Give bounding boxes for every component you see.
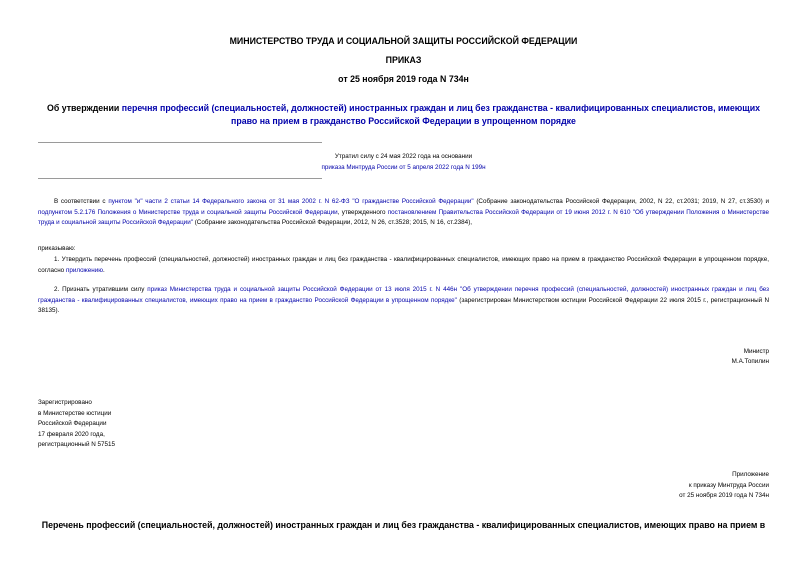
order-word: приказываю: [38,245,76,252]
status-text: Утратил силу с 24 мая 2022 года на основании [334,153,473,160]
list-title: Перечень профессий (специальностей, должностей) иностранных граждан и лиц без гражданства - квалифицированных специалистов, имеющих право на прием в [41,520,766,530]
registration-line-5: регистрационный N 57515 [38,441,116,449]
preamble-paragraph [38,197,769,229]
appendix-link[interactable]: приложению [65,266,103,274]
preamble-text-4: (Собрание законодательства Российской Федерации, 2012, N 26, ст.3528; 2015, N 16, ст.2384), [192,219,473,227]
doc-date-number: от 25 ноября 2019 года N 734н [338,74,469,84]
order-item-1 [38,255,769,276]
law-62fz-link[interactable]: пунктом "и" части 2 статьи 14 Федерального закона от 31 мая 2002 г. N 62-ФЗ "О гражданстве Российской Федерации" [108,198,474,205]
registration-line-3: Российской Федерации [38,420,107,428]
ministry-heading: МИНИСТЕРСТВО ТРУДА И СОЦИАЛЬНОЙ ЗАЩИТЫ РОССИЙСКОЙ ФЕДЕРАЦИИ [229,36,578,46]
preamble-text-1: В соответствии с [54,198,109,205]
item2-text: 2. Признать утратившим силу [54,286,148,293]
registration-line-4: 17 февраля 2020 года, [38,430,105,438]
order-item-2 [38,285,769,317]
preamble-text-2: (Собрание законодательства Российской Федерации, 2002, N 22, ст.2031; 2019, N 27, ст.3530) и [473,198,769,205]
signature-name: М.А.Топилин [731,358,769,365]
title-prefix: Об утверждении [46,103,122,113]
status-divider-top [38,142,322,143]
repealed-order-link[interactable]: приказ Министерства труда и социальной защиты Российской Федерации от 13 июля 2015 г. N 446н "Об утверждении перечня профессий (специальностей, должностей) иностранных граждан и лиц без гражданства - квалифицированных специалистов, имеющих право на прием в гражданство Российской Федерации в упрощенном порядке" [38,286,769,304]
registration-block [38,398,115,451]
item2-end: (зарегистрирован Министерством юстиции Российской Федерации 22 июля 2015 г., регистрационный N 38135). [38,296,769,315]
appendix-line-1: Приложение [732,471,769,478]
registration-line-2: в Министерстве юстиции [38,409,112,417]
appendix-line-2: к приказу Минтруда России [688,481,769,489]
government-decree-link[interactable]: постановлением Правительства Российской Федерации от 19 июня 2012 г. N 610 "Об утверждении Положения о Министерстве труда и социальной защиты Российской Федерации" [38,208,769,227]
signature-position: Министр [743,348,769,355]
item1-text: 1. Утвердить перечень профессий (специальностей, должностей) иностранных граждан и лиц без гражданства - квалифицированных специалистов, имеющих право на прием в гражданство Российской Федерации в упрощенном порядке, согласно [38,256,769,274]
title-link[interactable]: перечня профессий (специальностей, должностей) иностранных граждан и лиц без гражданства - квалифицированных специалистов, имеющих право на прием в гражданство Российской Федерации в упрощенном порядке [121,103,760,126]
appendix-block [679,470,769,502]
registration-line-1: Зарегистрировано [38,399,92,406]
regulation-subpoint-link[interactable]: подпунктом 5.2.176 Положения о Министерстве труда и социальной защиты Российской Федерации [38,208,338,216]
document-title [38,102,769,127]
status-link[interactable]: приказа Минтруда России от 5 апреля 2022 года N 199н [321,164,486,171]
preamble-text-3: , утвержденного [337,208,388,216]
doc-type-heading: ПРИКАЗ [385,55,422,65]
status-divider-bottom [38,178,322,179]
item1-end: . [102,266,105,274]
appendix-line-3: от 25 ноября 2019 года N 734н [679,492,769,500]
